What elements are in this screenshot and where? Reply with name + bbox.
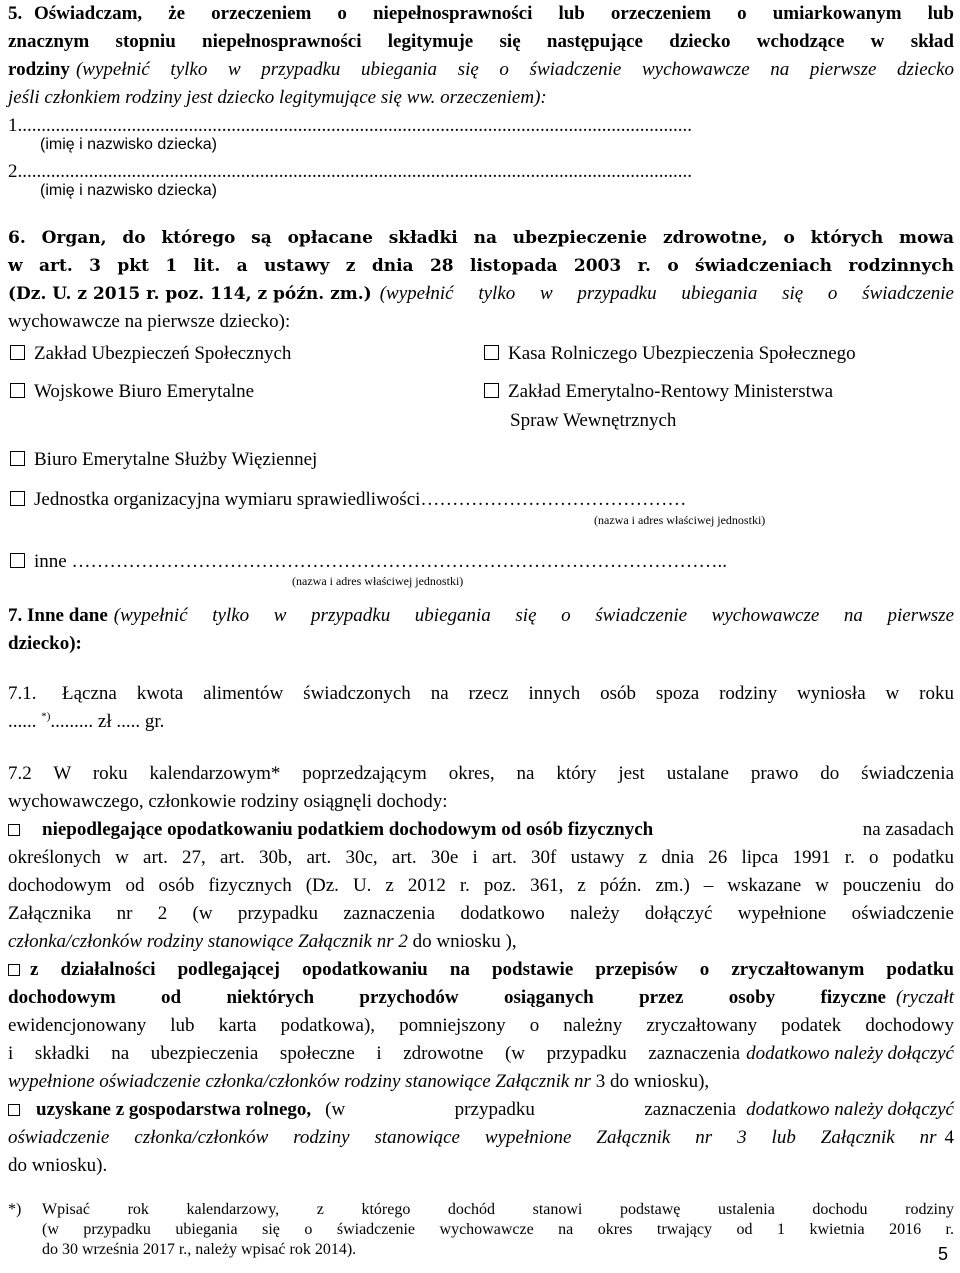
checkbox[interactable] [10, 345, 25, 360]
income-a-line-5 [8, 928, 517, 956]
income-b-ryczalt: (ryczałt [895, 987, 954, 1008]
section-6-line-4: wychowawcze na pierwsze dziecko): [8, 311, 291, 332]
option-wbe-label: Wojskowe Biuro Emerytalne [34, 381, 255, 402]
income-c-bold: uzyskane z gospodarstwa rolnego, [36, 1099, 312, 1120]
income-a-line-4: Załącznika nr 2 (w przypadku zaznaczenia dodatkowo należy dołączyć wypełnione oświadczenie [8, 903, 954, 924]
income-c-line-3: do wniosku). [8, 1155, 108, 1176]
child-2-label: (imię i nazwisko dziecka) [40, 182, 217, 199]
child-1-label: (imię i nazwisko dziecka) [40, 136, 217, 153]
option-besw-label: Biuro Emerytalne Służby Więziennej [34, 449, 318, 470]
page-number: 5 [938, 1244, 949, 1264]
p71-footnote-mark: *) [41, 710, 51, 723]
inne-hint: (nazwa i adres właściwej jednostki) [292, 574, 464, 588]
option-zer-label-2: Spraw Wewnętrznych [510, 410, 677, 431]
income-b-line-5 [8, 1068, 709, 1096]
section-5-line-4: jeśli członkiem rodziny jest dziecko legitymujące się ww. orzeczeniem): [8, 87, 547, 108]
footnote-line-2: (w przypadku ubiegania się o świadczenie wychowawcze na okres trwający od 1 kwietnia 2016 r. [42, 1221, 954, 1238]
checkbox[interactable] [10, 553, 25, 568]
checkbox[interactable] [10, 383, 25, 398]
option-wbe[interactable] [10, 378, 254, 406]
checkbox[interactable] [10, 451, 25, 466]
checkbox[interactable] [8, 964, 20, 976]
checkbox[interactable] [8, 1104, 20, 1116]
p71-amount-field[interactable]: ......... zł ..... gr. [50, 711, 165, 732]
section-7-instruction: (wypełnić tylko w przypadku ubiegania się o świadczenie wychowawcze na pierwsze [113, 605, 954, 626]
rodziny-bold: rodziny [8, 59, 70, 80]
income-c-line-2-italic: oświadczenie członka/członków rodziny stanowiące wypełnione Załącznik nr 3 lub Załącznik nr [8, 1127, 937, 1148]
section-5-line-3 [8, 56, 954, 84]
p72-line-1: 7.2 W roku kalendarzowym* poprzedzającym okres, na który jest ustalane prawo do świadczenia [8, 763, 954, 784]
income-a-end: do wniosku ), [412, 931, 517, 952]
section-5-line-2: znacznym stopniu niepełnosprawności legitymuje się następujące dziecko wchodzące w skład [8, 31, 954, 52]
section-7-title-line-2: dziecko): [8, 633, 82, 654]
income-b-line-3: ewidencjonowany lub karta podatkowa), pomniejszony o należny zryczałtowany podatek dochodowy [8, 1015, 954, 1036]
section-5-instruction: (wypełnić tylko w przypadku ubiegania się o świadczenie wychowawcze na pierwsze dziecko [75, 59, 954, 80]
section-7-heading: 7. Inne dane [8, 605, 108, 626]
income-b-bold-2: dochodowym od niektórych przychodów osiąganych przez osoby fizyczne [8, 987, 886, 1008]
checkbox[interactable] [484, 383, 499, 398]
income-a-line-3: dochodowym od osób fizycznych (Dz. U. z 2012 r. poz. 361, z późn. zm.) – wskazane w pouczeniu do [8, 875, 954, 896]
child-1-field[interactable]: 1.............................................................................................................................................. [8, 115, 692, 136]
checkbox[interactable] [10, 491, 25, 506]
footnote-line-3: do 30 września 2017 r., należy wpisać rok 2014). [42, 1241, 357, 1258]
footnote-line-1: Wpisać rok kalendarzowy, z którego dochód stanowi podstawę ustalenia dochodu rodziny [42, 1201, 954, 1218]
option-inne[interactable] [10, 548, 727, 576]
income-b-line-4 [8, 1040, 954, 1068]
section-6-legal-ref: (Dz. U. z 2015 r. poz. 114, z późn. zm.) [8, 284, 372, 304]
section-6-line-3 [8, 280, 954, 308]
income-b-line-2 [8, 984, 954, 1012]
income-a-rest: na zasadach [862, 819, 954, 840]
income-b-line-4a: i składki na ubezpieczenia społeczne i zdrowotne (w przypadku zaznaczenia [8, 1043, 741, 1064]
p72-line-2: wychowawczego, członkowie rodziny osiągnęli dochody: [8, 791, 448, 812]
income-c-italic: dodatkowo należy dołączyć [746, 1099, 954, 1120]
section-6-line-1: 6. Organ, do którego są opłacane składki na ubezpieczenie zdrowotne, o których mowa [8, 228, 954, 248]
option-inne-label: inne ………………………………………………………………………………………….. [34, 551, 727, 572]
child-2-field[interactable]: 2.............................................................................................................................................. [8, 161, 692, 182]
income-a-line-2: określonych w art. 27, art. 30b, art. 30c, art. 30e i art. 30f ustawy z dnia 26 lipca 1991 r. o podatku [8, 847, 954, 868]
income-b-line-5a: wypełnione oświadczenie członka/członków rodziny stanowiące Załącznik nr [8, 1071, 591, 1092]
option-zer-label-1: Zakład Emerytalno-Rentowy Ministerstwa [508, 381, 834, 402]
income-c-rest: (w przypadku zaznaczenia [325, 1099, 737, 1120]
option-besw[interactable] [10, 446, 317, 474]
income-b-line-4b: dodatkowo należy dołączyć [746, 1043, 954, 1064]
option-jednostka[interactable] [10, 486, 686, 514]
section-7-title [8, 602, 954, 630]
p71-text: Łączna kwota alimentów świadczonych na rzecz innych osób spoza rodziny wyniosła w roku [62, 683, 954, 704]
income-b-line-1[interactable] [8, 956, 954, 984]
option-krus-label: Kasa Rolniczego Ubezpieczenia Społecznego [508, 343, 856, 364]
income-a-attachment: członka/członków rodziny stanowiące Załącznik nr 2 [8, 931, 408, 952]
option-zer[interactable] [484, 378, 833, 406]
section-5-line-1: Oświadczam, że orzeczeniem o niepełnosprawności lub orzeczeniem o umiarkowanym lub [34, 3, 954, 24]
section-6-instruction: (wypełnić tylko w przypadku ubiegania się o świadczenie [379, 283, 954, 304]
jednostka-hint: (nazwa i adres właściwej jednostki) [594, 513, 766, 527]
p71-number: 7.1. [8, 683, 37, 704]
checkbox[interactable] [484, 345, 499, 360]
section-6-line-2: w art. 3 pkt 1 lit. a ustawy z dnia 28 listopada 2003 r. o świadczeniach rodzinnych [8, 256, 954, 276]
income-c-line-1[interactable] [8, 1096, 954, 1124]
checkbox[interactable] [8, 824, 20, 836]
section-5-number: 5. [8, 3, 23, 24]
income-b-line-5b: 3 do wniosku), [595, 1071, 710, 1092]
option-krus[interactable] [484, 340, 856, 368]
option-jednostka-label: Jednostka organizacyjna wymiaru sprawiedliwości…………………………………… [34, 489, 687, 510]
option-zus-label: Zakład Ubezpieczeń Społecznych [34, 343, 292, 364]
p71-year-field[interactable]: ...... [8, 711, 37, 732]
income-a-line-1[interactable] [8, 816, 954, 844]
footnote-mark: *) [8, 1201, 22, 1218]
income-a-bold: niepodlegające opodatkowaniu podatkiem dochodowym od osób fizycznych [42, 819, 654, 840]
option-zus[interactable] [10, 340, 291, 368]
p71-amount-line [8, 708, 164, 736]
income-b-bold-1: z działalności podlegającej opodatkowaniu na podstawie przepisów o zryczałtowanym podatku [30, 959, 954, 980]
income-c-line-2-rest: 4 [944, 1127, 954, 1148]
income-c-line-2 [8, 1124, 954, 1152]
